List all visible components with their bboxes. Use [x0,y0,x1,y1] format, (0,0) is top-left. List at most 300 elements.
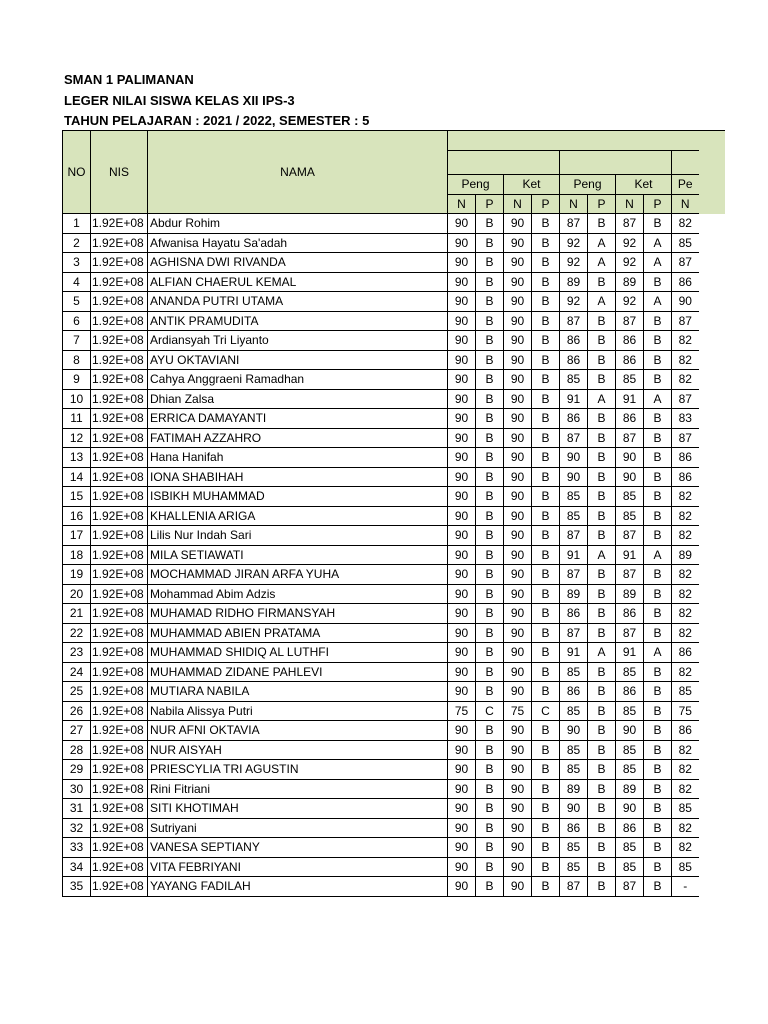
student-name: Dhian Zalsa [148,389,448,409]
row-number: 32 [63,818,91,838]
nis-cell: 1.92E+08 [91,233,148,253]
score-p: B [532,565,560,585]
row-number: 34 [63,857,91,877]
score-n: 92 [560,253,588,273]
score-p: B [532,350,560,370]
nis-cell: 1.92E+08 [91,623,148,643]
score-p: B [644,584,672,604]
student-name: SITI KHOTIMAH [148,799,448,819]
nis-cell: 1.92E+08 [91,214,148,234]
row-number: 21 [63,604,91,624]
row-number: 17 [63,526,91,546]
score-p: B [476,487,504,507]
subject-group-header [448,131,699,151]
score-p: B [644,701,672,721]
score-p: B [532,448,560,468]
score-n: 90 [504,779,532,799]
table-row [63,623,699,643]
subcolumn-header-n: N [560,194,588,214]
score-n: 86 [560,818,588,838]
score-p: B [644,604,672,624]
row-number: 22 [63,623,91,643]
score-n: - [672,877,699,897]
row-number: 10 [63,389,91,409]
score-n: 85 [672,233,699,253]
score-n: 85 [560,838,588,858]
table-row [63,584,699,604]
score-n: 90 [448,565,476,585]
score-p: B [476,877,504,897]
row-number: 7 [63,331,91,351]
score-n: 82 [672,214,699,234]
nis-cell: 1.92E+08 [91,662,148,682]
row-number: 3 [63,253,91,273]
score-p: B [588,701,616,721]
score-n: 90 [448,799,476,819]
nis-cell: 1.92E+08 [91,838,148,858]
group-header-ket: Ket [504,175,560,195]
student-name: ERRICA DAMAYANTI [148,409,448,429]
score-p: A [644,643,672,663]
score-p: A [644,389,672,409]
row-number: 9 [63,370,91,390]
score-n: 90 [448,760,476,780]
table-row [63,487,699,507]
group-header-peng: Peng [560,175,616,195]
score-n: 90 [448,214,476,234]
student-name: MUHAMAD RIDHO FIRMANSYAH [148,604,448,624]
score-n: 90 [448,233,476,253]
score-n: 90 [448,350,476,370]
score-n: 90 [448,584,476,604]
subcolumn-header-n: N [616,194,644,214]
score-p: A [644,545,672,565]
score-p: B [532,428,560,448]
score-p: A [644,292,672,312]
table-row [63,877,699,897]
score-n: 90 [448,818,476,838]
score-p: B [476,604,504,624]
score-p: B [476,370,504,390]
score-p: A [588,253,616,273]
score-p: B [532,838,560,858]
score-n: 90 [504,370,532,390]
score-p: B [588,584,616,604]
score-n: 91 [616,643,644,663]
score-n: 85 [560,857,588,877]
table-row [63,409,699,429]
score-p: B [532,331,560,351]
row-number: 31 [63,799,91,819]
score-n: 90 [504,565,532,585]
score-p: B [532,253,560,273]
score-n: 90 [504,487,532,507]
score-p: B [644,467,672,487]
score-p: B [532,584,560,604]
score-n: 86 [672,467,699,487]
score-p: B [476,272,504,292]
table-row [63,565,699,585]
student-name: VANESA SEPTIANY [148,838,448,858]
score-n: 85 [672,799,699,819]
score-p: A [588,643,616,663]
student-name: MUHAMMAD ZIDANE PAHLEVI [148,662,448,682]
subcolumn-header-n: N [672,194,699,214]
nis-cell: 1.92E+08 [91,272,148,292]
score-p: B [476,584,504,604]
score-p: B [476,506,504,526]
score-p: B [588,214,616,234]
score-p: B [588,721,616,741]
score-p: B [588,311,616,331]
grades-table [62,130,699,897]
row-number: 33 [63,838,91,858]
score-n: 85 [560,506,588,526]
score-p: B [476,721,504,741]
nis-cell: 1.92E+08 [91,428,148,448]
nis-cell: 1.92E+08 [91,877,148,897]
score-n: 90 [448,545,476,565]
score-n: 87 [616,623,644,643]
score-n: 92 [560,233,588,253]
score-p: B [644,799,672,819]
score-n: 90 [504,506,532,526]
student-name: AGHISNA DWI RIVANDA [148,253,448,273]
student-name: Nabila Alissya Putri [148,701,448,721]
table-row [63,682,699,702]
score-p: B [532,643,560,663]
score-p: B [588,682,616,702]
group-header-pe: Pe [672,175,699,195]
score-p: B [532,818,560,838]
score-n: 90 [448,604,476,624]
score-n: 90 [672,292,699,312]
table-row [63,467,699,487]
score-n: 90 [448,467,476,487]
score-p: B [532,526,560,546]
score-n: 82 [672,565,699,585]
score-n: 90 [448,487,476,507]
score-p: B [476,643,504,663]
table-row [63,838,699,858]
score-n: 82 [672,838,699,858]
score-p: B [532,311,560,331]
table-row [63,214,699,234]
score-n: 87 [616,214,644,234]
score-n: 85 [672,857,699,877]
score-n: 82 [672,604,699,624]
student-name: Abdur Rohim [148,214,448,234]
table-row [63,292,699,312]
score-p: B [476,779,504,799]
row-number: 14 [63,467,91,487]
score-n: 85 [616,857,644,877]
score-n: 82 [672,506,699,526]
score-n: 82 [672,662,699,682]
score-n: 85 [616,740,644,760]
score-p: B [532,214,560,234]
score-n: 90 [448,253,476,273]
score-p: B [476,331,504,351]
score-n: 90 [504,760,532,780]
header-row-top [63,131,699,151]
student-name: VITA FEBRIYANI [148,857,448,877]
student-name: Lilis Nur Indah Sari [148,526,448,546]
score-p: B [532,506,560,526]
score-n: 85 [560,370,588,390]
score-n: 90 [504,799,532,819]
score-n: 89 [560,779,588,799]
table-row [63,721,699,741]
score-n: 87 [560,214,588,234]
score-n: 87 [616,526,644,546]
score-n: 91 [560,389,588,409]
score-p: B [476,760,504,780]
score-p: B [532,467,560,487]
nis-cell: 1.92E+08 [91,701,148,721]
score-p: B [532,877,560,897]
score-n: 75 [504,701,532,721]
score-p: B [476,545,504,565]
score-n: 85 [560,487,588,507]
score-n: 90 [448,526,476,546]
score-p: B [532,799,560,819]
student-name: Afwanisa Hayatu Sa'adah [148,233,448,253]
score-p: B [588,623,616,643]
nis-cell: 1.92E+08 [91,292,148,312]
score-n: 87 [560,877,588,897]
student-name: ANTIK PRAMUDITA [148,311,448,331]
score-p: A [644,253,672,273]
score-n: 90 [504,838,532,858]
score-n: 82 [672,623,699,643]
score-n: 89 [616,779,644,799]
nis-cell: 1.92E+08 [91,331,148,351]
score-p: B [644,857,672,877]
score-n: 75 [448,701,476,721]
score-p: B [644,779,672,799]
score-n: 85 [616,506,644,526]
score-n: 87 [560,565,588,585]
score-p: B [476,526,504,546]
score-p: B [588,565,616,585]
score-n: 90 [616,799,644,819]
score-n: 90 [504,389,532,409]
student-name: ALFIAN CHAERUL KEMAL [148,272,448,292]
score-n: 85 [616,838,644,858]
score-p: B [476,428,504,448]
score-p: B [532,292,560,312]
score-p: B [532,487,560,507]
score-n: 92 [616,233,644,253]
score-n: 90 [504,233,532,253]
score-p: B [588,428,616,448]
header-fill-extension [697,130,725,214]
score-n: 85 [672,682,699,702]
table-row [63,506,699,526]
score-p: B [476,448,504,468]
table-row [63,253,699,273]
score-p: A [588,233,616,253]
score-p: B [644,370,672,390]
nis-cell: 1.92E+08 [91,565,148,585]
score-p: B [476,233,504,253]
score-n: 90 [560,448,588,468]
score-n: 90 [448,682,476,702]
score-p: B [476,214,504,234]
score-p: B [644,487,672,507]
table-row [63,233,699,253]
score-n: 90 [504,253,532,273]
score-p: B [588,838,616,858]
score-n: 90 [616,721,644,741]
score-n: 90 [504,721,532,741]
academic-year: TAHUN PELAJARAN : 2021 / 2022, SEMESTER : 5 [64,113,370,128]
score-p: B [588,467,616,487]
score-n: 82 [672,526,699,546]
score-n: 91 [616,545,644,565]
student-name: MOCHAMMAD JIRAN ARFA YUHA [148,565,448,585]
score-n: 91 [560,545,588,565]
col-nis-header: NIS [91,131,148,214]
score-n: 90 [616,448,644,468]
score-n: 85 [616,370,644,390]
score-n: 85 [560,701,588,721]
score-n: 86 [560,331,588,351]
score-p: B [644,740,672,760]
nis-cell: 1.92E+08 [91,409,148,429]
nis-cell: 1.92E+08 [91,584,148,604]
score-n: 82 [672,487,699,507]
score-n: 90 [448,857,476,877]
table-row [63,662,699,682]
table-row [63,428,699,448]
score-n: 92 [616,253,644,273]
score-p: B [532,779,560,799]
subcolumn-header-p: P [476,194,504,214]
nis-cell: 1.92E+08 [91,545,148,565]
subcolumn-header-p: P [588,194,616,214]
score-n: 90 [448,779,476,799]
score-n: 87 [672,253,699,273]
score-p: A [588,389,616,409]
score-n: 90 [504,643,532,663]
nis-cell: 1.92E+08 [91,487,148,507]
score-n: 86 [560,604,588,624]
score-n: 90 [504,662,532,682]
score-n: 90 [504,409,532,429]
score-n: 90 [448,623,476,643]
score-n: 85 [560,740,588,760]
score-n: 90 [448,409,476,429]
row-number: 15 [63,487,91,507]
score-p: B [644,428,672,448]
score-n: 90 [504,545,532,565]
row-number: 29 [63,760,91,780]
score-n: 85 [616,701,644,721]
row-number: 12 [63,428,91,448]
score-p: B [644,682,672,702]
score-n: 90 [504,350,532,370]
table-row [63,389,699,409]
score-n: 90 [448,331,476,351]
table-row [63,350,699,370]
nis-cell: 1.92E+08 [91,643,148,663]
score-p: B [588,857,616,877]
score-n: 85 [616,662,644,682]
nis-cell: 1.92E+08 [91,682,148,702]
subcolumn-header-p: P [644,194,672,214]
score-p: B [532,389,560,409]
score-p: B [644,214,672,234]
score-n: 82 [672,370,699,390]
score-n: 89 [560,584,588,604]
score-p: B [588,506,616,526]
table-row [63,760,699,780]
score-p: B [588,799,616,819]
score-n: 90 [504,857,532,877]
score-n: 90 [448,428,476,448]
row-number: 18 [63,545,91,565]
score-n: 90 [504,311,532,331]
score-n: 90 [448,272,476,292]
score-n: 90 [504,682,532,702]
score-n: 85 [616,487,644,507]
score-p: B [588,604,616,624]
score-p: B [588,487,616,507]
table-row [63,370,699,390]
score-n: 90 [448,506,476,526]
nis-cell: 1.92E+08 [91,740,148,760]
score-p: B [588,662,616,682]
student-name: Ardiansyah Tri Liyanto [148,331,448,351]
table-row [63,331,699,351]
score-n: 87 [560,526,588,546]
score-n: 82 [672,331,699,351]
nis-cell: 1.92E+08 [91,760,148,780]
score-n: 90 [448,292,476,312]
score-n: 82 [672,350,699,370]
table-row [63,857,699,877]
score-n: 82 [672,818,699,838]
score-n: 90 [504,448,532,468]
score-p: B [644,350,672,370]
score-n: 90 [504,877,532,897]
score-n: 75 [672,701,699,721]
score-n: 90 [504,584,532,604]
score-p: B [476,682,504,702]
score-n: 82 [672,760,699,780]
table-row [63,740,699,760]
row-number: 5 [63,292,91,312]
score-p: B [532,662,560,682]
score-n: 87 [672,311,699,331]
score-p: B [476,857,504,877]
nis-cell: 1.92E+08 [91,389,148,409]
student-name: Cahya Anggraeni Ramadhan [148,370,448,390]
score-n: 90 [504,526,532,546]
subject-header-2 [560,151,672,175]
score-n: 90 [616,467,644,487]
row-number: 2 [63,233,91,253]
score-n: 90 [504,331,532,351]
score-n: 91 [560,643,588,663]
score-p: B [476,467,504,487]
score-n: 87 [560,623,588,643]
nis-cell: 1.92E+08 [91,350,148,370]
row-number: 6 [63,311,91,331]
row-number: 16 [63,506,91,526]
